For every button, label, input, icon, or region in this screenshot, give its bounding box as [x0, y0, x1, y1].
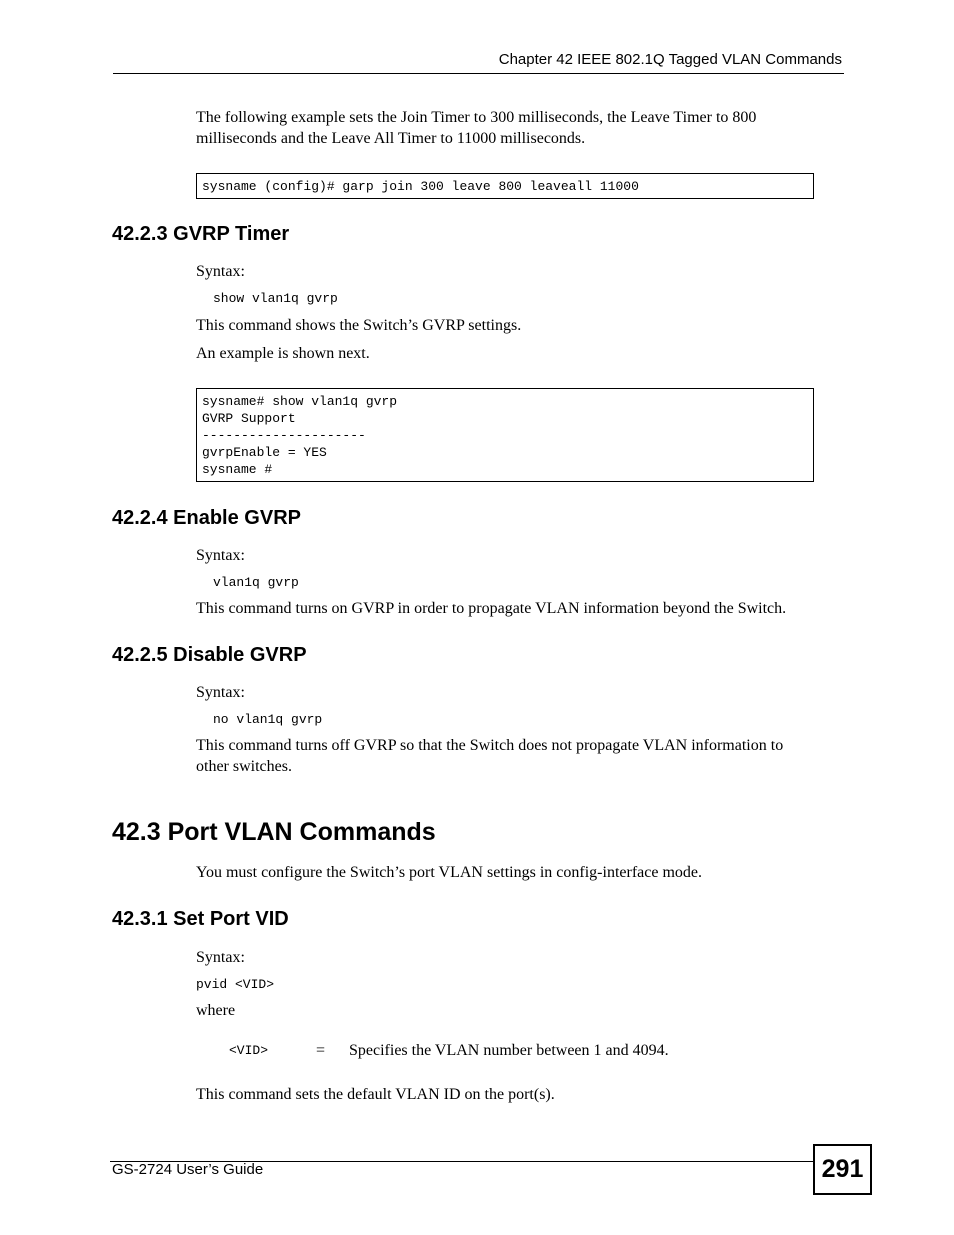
- intro-code-box: [196, 173, 814, 199]
- param-name: <VID>: [229, 1043, 269, 1058]
- code-line: GVRP Support: [202, 411, 296, 426]
- intro-line-1: The following example sets the Join Timer to 300 milliseconds, the Leave Timer to 800: [196, 109, 757, 126]
- intro-code: sysname (config)# garp join 300 leave 800 leaveall 11000: [202, 179, 639, 194]
- heading-gvrp-timer: 42.2.3 GVRP Timer: [112, 223, 290, 245]
- code-line: sysname #: [202, 462, 273, 477]
- where-label: where: [196, 1002, 236, 1019]
- syntax-label: Syntax:: [196, 684, 245, 701]
- description: This command sets the default VLAN ID on the port(s).: [196, 1086, 555, 1103]
- example-note: An example is shown next.: [196, 345, 370, 362]
- description: This command turns on GVRP in order to propagate VLAN information beyond the Switch.: [196, 600, 787, 617]
- syntax-code: vlan1q gvrp: [213, 575, 299, 590]
- description: You must configure the Switch’s port VLAN settings in config-interface mode.: [196, 864, 702, 881]
- header-rule: [113, 73, 844, 74]
- syntax-label: Syntax:: [196, 547, 245, 564]
- description: This command shows the Switch’s GVRP settings.: [196, 317, 522, 334]
- description-line-2: other switches.: [196, 758, 292, 775]
- code-line: gvrpEnable = YES: [202, 445, 327, 460]
- code-line: ---------------------: [202, 428, 366, 443]
- syntax-code: pvid <VID>: [196, 977, 275, 992]
- chapter-header: Chapter 42 IEEE 802.1Q Tagged VLAN Commands: [498, 51, 842, 68]
- intro-line-2: milliseconds and the Leave All Timer to 11000 milliseconds.: [196, 130, 586, 147]
- heading-enable-gvrp: 42.2.4 Enable GVRP: [112, 507, 301, 529]
- gvrp-example-code-box: [196, 388, 814, 482]
- heading-disable-gvrp: 42.2.5 Disable GVRP: [112, 644, 307, 666]
- intro-paragraph: [196, 107, 756, 149]
- param-equals: =: [316, 1042, 326, 1059]
- syntax-label: Syntax:: [196, 263, 245, 280]
- page-number: 291: [813, 1144, 872, 1195]
- code-line: sysname# show vlan1q gvrp: [202, 394, 398, 409]
- heading-set-port-vid: 42.3.1 Set Port VID: [112, 908, 289, 930]
- syntax-label: Syntax:: [196, 949, 245, 966]
- description-line-1: This command turns off GVRP so that the Switch does not propagate VLAN information to: [196, 737, 784, 754]
- syntax-code: no vlan1q gvrp: [213, 712, 323, 727]
- heading-port-vlan-commands: 42.3 Port VLAN Commands: [112, 818, 436, 846]
- param-description: Specifies the VLAN number between 1 and 4094.: [349, 1042, 669, 1059]
- guide-title: GS-2724 User’s Guide: [112, 1161, 264, 1178]
- description: [196, 735, 783, 777]
- syntax-code: show vlan1q gvrp: [213, 291, 338, 306]
